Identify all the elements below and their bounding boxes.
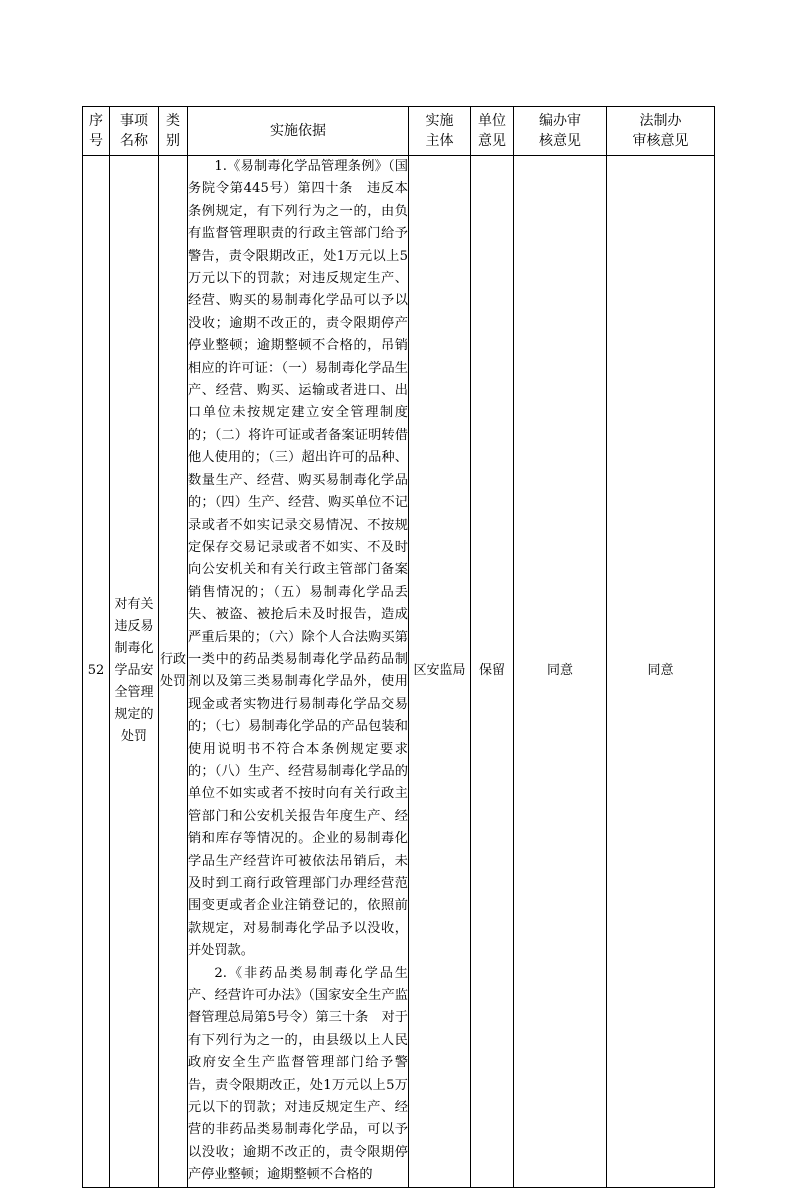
header-category: 类 别 [159, 107, 188, 156]
header-legal-review: 法制办 审核意见 [607, 107, 715, 156]
header-basis: 实施依据 [188, 107, 409, 156]
legal-review-cell: 同意 [607, 156, 715, 1188]
header-editorial-review: 编办审 核意见 [514, 107, 607, 156]
unit-opinion-cell: 保留 [471, 156, 514, 1188]
basis-paragraph-2: 2.《非药品类易制毒化学品生产、经营许可办法》（国家安全生产监督管理总局第5号令）第三十条 对于有下列行为之一的，由县级以上人民政府安全生产监督管理部门给予警告，责令限期改正，处1万元以上5万元以下的罚款；对违反规定生产、经营的非药品类易制毒化学品，可以予以没收；逾期不改正的，责令限期停产停业整顿；逾期整顿不合格的 [188, 965, 408, 1183]
subject-cell: 区安监局 [409, 156, 471, 1188]
table-row [83, 156, 715, 1188]
basis-paragraph-1: 1.《易制毒化学品管理条例》（国务院令第445号）第四十条 违反本条例规定，有下列行为之一的，由负有监督管理职责的行政主管部门给予警告，责令限期改正，处1万元以上5万元以下的罚款；对违反规定生产、经营、购买的易制毒化学品可以予以没收；逾期不改正的，责令限期停产停业整顿；逾期整顿不合格的，吊销相应的许可证：（一）易制毒化学品生产、经营、购买、运输或者进口、出口单位未按规定建立安全管理制度的；（二）将许可证或者备案证明转借他人使用的；（三）超出许可的品种、数量生产、经营、购买易制毒化学品的；（四）生产、经营、购买单位不记录或者不如实记录交易情况、不按规定保存交易记录或者不如实、不及时向公安机关和有关行政主管部门备案销售情况的；（五）易制毒化学品丢失、被盗、被抢后未及时报告，造成严重后果的；（六）除个人合法购买第一类中的药品类易制毒化学品药品制剂以及第三类易制毒化学品外，使用现金或者实物进行易制毒化学品交易的；（七）易制毒化学品的产品包装和使用说明书不符合本条例规定要求的；（八）生产、经营易制毒化学品的单位不如实或者不按时向有关行政主管部门和公安机关报告年度生产、经销和库存等情况的。企业的易制毒化学品生产经营许可被依法吊销后，未及时到工商行政管理部门办理经营范围变更或者企业注销登记的，依照前款规定，对易制毒化学品予以没收，并处罚款。 [188, 159, 408, 959]
category-cell: 行政处罚 [159, 156, 188, 1188]
header-subject: 实施 主体 [409, 107, 471, 156]
header-unit-opinion: 单位 意见 [471, 107, 514, 156]
header-row [83, 107, 715, 156]
header-item-name: 事项 名称 [110, 107, 159, 156]
header-seq: 序 号 [83, 107, 110, 156]
editorial-review-cell: 同意 [514, 156, 607, 1188]
approval-table [82, 106, 715, 1188]
item-name-cell: 对有关违反易制毒化学品安全管理规定的处罚 [110, 156, 159, 1188]
seq-cell: 52 [83, 156, 110, 1188]
basis-cell [188, 156, 409, 1188]
